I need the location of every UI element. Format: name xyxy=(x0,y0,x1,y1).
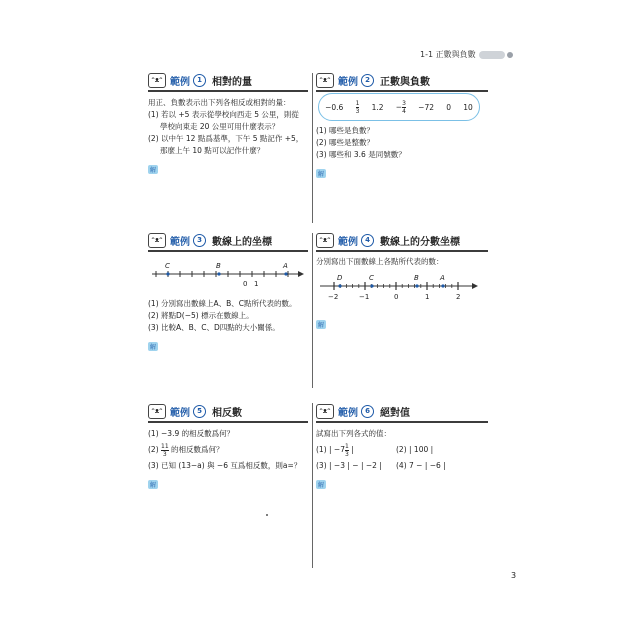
question-3: (3) 已知 (13−a) 與 −6 互爲相反數，則a=？ xyxy=(148,461,302,470)
question-2-cont: 那麼上午 10 點可以記作什麼？ xyxy=(160,146,265,155)
example-label: 範例 xyxy=(170,236,190,248)
cat-icon: ᵔᴥᵔ xyxy=(148,404,166,419)
number-item: −0.6 xyxy=(325,103,344,112)
question-1: (1) 若以 +5 表示從學校向西走 5 公里，則從 xyxy=(148,110,299,119)
column-divider-bottom xyxy=(312,403,313,568)
label-c: C xyxy=(165,262,170,270)
stray-dot xyxy=(266,514,268,516)
fraction: $\frac{1}{3}$ xyxy=(344,442,349,458)
question-1: (1) −3.9 的相反數爲何？ xyxy=(148,429,235,438)
number-list xyxy=(319,100,479,115)
column-divider-top xyxy=(312,73,313,223)
number-oval xyxy=(318,93,480,121)
tick-label-0: 0 xyxy=(394,293,399,301)
example-name: 相反數 xyxy=(212,407,242,419)
question-3: (3) 哪些和 3.6 是同號數？ xyxy=(316,150,406,159)
tick-label-m1: −1 xyxy=(359,293,370,301)
question-1: (1) | −7 $\frac{1}{3}$ | xyxy=(316,442,354,458)
example-4 xyxy=(316,232,488,268)
label-a: A xyxy=(283,262,288,270)
number-line-4 xyxy=(316,272,488,304)
question-row-2 xyxy=(316,460,488,472)
example-title xyxy=(316,232,488,252)
number-item: 10 xyxy=(463,103,473,112)
tick-label-1: 1 xyxy=(425,293,430,301)
example-label: 範例 xyxy=(170,76,190,88)
number-line-3 xyxy=(148,258,308,294)
fraction: $\frac{11}{3}$ xyxy=(161,442,169,458)
example-number: 4 xyxy=(361,234,374,247)
point-a xyxy=(441,284,444,287)
example-number: 6 xyxy=(361,405,374,418)
section-header xyxy=(420,49,525,63)
question-2: (2) $\frac{11}{3}$ 的相反數爲何？ xyxy=(148,442,224,458)
cat-icon: ᵔᴥᵔ xyxy=(148,233,166,248)
example-title xyxy=(148,403,308,423)
example-number: 2 xyxy=(361,74,374,87)
example-title xyxy=(316,72,488,92)
header-ball-icon xyxy=(507,52,513,58)
tick-label-2: 2 xyxy=(456,293,461,301)
number-item: −72 xyxy=(418,103,434,112)
example-label: 範例 xyxy=(170,407,190,419)
question-4: (4) 7 − | −6 | xyxy=(396,461,446,470)
example-2-questions xyxy=(316,125,488,180)
question-intro: 試寫出下列各式的值： xyxy=(316,429,391,438)
example-name: 數線上的坐標 xyxy=(212,236,272,248)
number-item: 1.2 xyxy=(371,103,384,112)
question-2: (2) 將點D(−5) 標示在數線上。 xyxy=(148,311,254,320)
example-label: 範例 xyxy=(338,407,358,419)
solution-badge: 解 xyxy=(150,482,157,489)
label-a: A xyxy=(440,274,445,282)
example-name: 正數與負數 xyxy=(380,76,430,88)
cat-icon: ᵔᴥᵔ xyxy=(148,73,166,88)
section-title: 1-1 正數與負數 xyxy=(420,50,476,59)
question-intro: 分別寫出下面數線上各點所代表的數： xyxy=(316,257,444,266)
question-intro: 用正、負數表示出下列各相反或相對的量： xyxy=(148,98,291,107)
example-label: 範例 xyxy=(338,76,358,88)
example-1 xyxy=(148,72,308,176)
fraction: $\frac{1}{3}$ xyxy=(355,100,360,115)
header-decoration xyxy=(479,51,505,59)
label-d: D xyxy=(337,274,343,282)
example-3-questions xyxy=(148,298,313,353)
example-2 xyxy=(316,72,488,92)
example-name: 數線上的分數坐標 xyxy=(380,236,460,248)
example-title xyxy=(316,403,488,423)
point-d xyxy=(338,284,341,287)
solution-badge: 解 xyxy=(318,171,325,178)
example-4-solution xyxy=(316,312,416,331)
number-item: 0 xyxy=(446,103,451,112)
example-title xyxy=(148,232,308,252)
question-2: (2) 以中午 12 點爲基準，下午 5 點記作 +5， xyxy=(148,134,304,143)
label-b: B xyxy=(414,274,419,282)
point-b xyxy=(415,284,418,287)
solution-badge: 解 xyxy=(318,322,325,329)
cat-icon: ᵔᴥᵔ xyxy=(316,233,334,248)
example-name: 相對的量 xyxy=(212,76,252,88)
label-b: B xyxy=(216,262,221,270)
question-1: (1) 分別寫出數線上A、B、C點所代表的數。 xyxy=(148,299,297,308)
solution-badge: 解 xyxy=(318,482,325,489)
solution-badge: 解 xyxy=(150,344,157,351)
example-number: 3 xyxy=(193,234,206,247)
number-item: − $\frac{3}{4}$ xyxy=(395,100,406,115)
question-row-1 xyxy=(316,440,488,460)
point-b xyxy=(217,272,220,275)
solution-badge: 解 xyxy=(150,167,157,174)
fraction: $\frac{3}{4}$ xyxy=(402,100,406,115)
label-c: C xyxy=(369,274,374,282)
question-1-cont: 學校向東走 20 公里可用什麼表示？ xyxy=(160,122,280,131)
tick-label-1: 1 xyxy=(254,280,259,288)
question-3: (3) 比較A、B、C、D四點的大小關係。 xyxy=(148,323,280,332)
point-c xyxy=(370,284,373,287)
point-c xyxy=(166,272,169,275)
cat-icon: ᵔᴥᵔ xyxy=(316,73,334,88)
question-1: (1) 哪些是負數？ xyxy=(316,126,375,135)
example-label: 範例 xyxy=(338,236,358,248)
point-a xyxy=(284,272,287,275)
example-5 xyxy=(148,403,308,491)
cat-icon: ᵔᴥᵔ xyxy=(316,404,334,419)
example-name: 絕對值 xyxy=(380,407,410,419)
example-3 xyxy=(148,232,308,252)
question-3: (3) | −3 | − | −2 | xyxy=(316,461,382,470)
example-number: 5 xyxy=(193,405,206,418)
tick-label-m2: −2 xyxy=(328,293,339,301)
page-number: 3 xyxy=(511,571,517,580)
example-title xyxy=(148,72,308,92)
question-2: (2) | 100 | xyxy=(396,445,434,454)
example-6 xyxy=(316,403,488,491)
question-2: (2) 哪些是整數？ xyxy=(316,138,375,147)
example-number: 1 xyxy=(193,74,206,87)
tick-label-0: 0 xyxy=(243,280,248,288)
